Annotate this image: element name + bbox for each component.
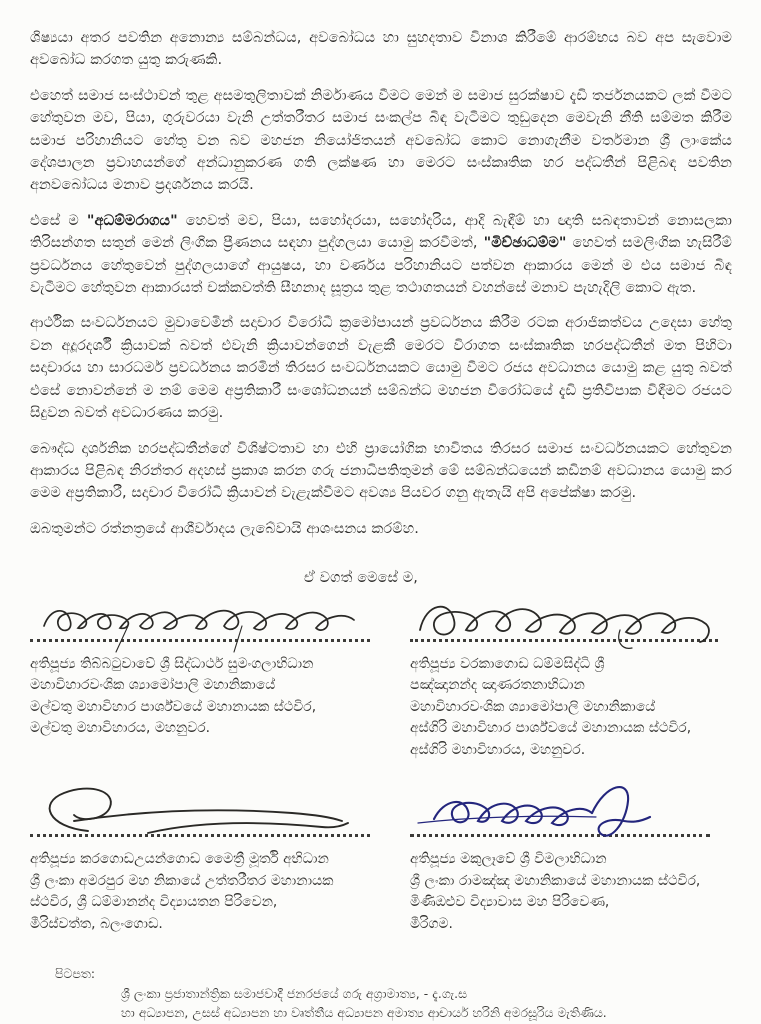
- signatory-name-line: අතිපූජ්‍ය මකුලෑවේ ශ්‍රී විමලාභිධාන: [410, 851, 607, 868]
- signature-area: [410, 598, 732, 650]
- signatory-name-line: ස්ථවිර, ශ්‍රී ධම්මානන්ද විද්‍යායතන පිරිවෙන,: [30, 894, 278, 911]
- signatory-name-line: මල්වතු මහාවිහාරය, මහනුවර.: [30, 720, 211, 737]
- signatory-name-line: අස්ගිරි මහාවිහාරය, මහනුවර.: [410, 741, 586, 758]
- signatory-4-details: [410, 849, 732, 935]
- paragraph-4: ආර්ථික සංවර්ධනයට මුවාවෙමින් සදාචාර විරෝධී ක්‍රමෝපායන් ප්‍රවර්ධනය කිරීම රටක අරාජිකත්වය උදෙසා හේතු වන අදූරදර්ශී ක්‍රියාවක් බවත් එවැනි ක්‍රියාවන්ගෙන් වැළකී මෙරට විරාගත සංස්කෘතික හරපද්ධතීන් මත පිහිටා සදාචාරය හා සාරධර්ම ප්‍රවර්ධනය කරමින් තිරසර සංවර්ධනයකට යොමු වීමට රජය අවධානය යොමු කළ යුතු බවත් එසේ නොවන්නේ ම නම් මෙම අප්‍රතිකාරී සංශෝධනයන් සම්බන්ධ මහජන විරෝධයේ දැඩි ප්‍රතිවිපාක විඳීමට රජයට සිදුවන බවත් අවධාරණය කරමු.: [30, 315, 732, 422]
- handwritten-signature-4: [410, 773, 720, 851]
- signatory-3-details: [30, 849, 410, 935]
- signature-dotted-line: [30, 639, 370, 642]
- signatory-name-line: අතිපූජ්‍ය තිබ්බටුවාවේ ශ්‍රී සිද්ධාර්ථ සුමංගලාභිධාන: [30, 655, 314, 672]
- signatory-2-details: [410, 654, 732, 762]
- signatory-name-line: මහාවිහාරවංශික ශ්‍යාමෝපාලි මහානිකායේ: [410, 698, 656, 715]
- signatory-1-details: [30, 654, 410, 740]
- signatory-name-line: අස්ගිරි මහාවිහාර පාර්ශ්වයේ මහානායක ස්ථවිර,: [410, 720, 692, 737]
- bold-term-adhammaraga: "අධම්මරාගය": [86, 212, 178, 229]
- signatory-name-line: ශ්‍රී ලංකා අමරපුර මහ නිකායේ උත්තරීතර මහානායක: [30, 872, 334, 889]
- copies-line: ශ්‍රී ලංකා ප්‍රජාතාන්ත්‍රික සමාජවාදී ජනරජයේ ගරු අග්‍රාමාත්‍ය, - දැ.ගැ.ස: [121, 986, 468, 1001]
- signature-dotted-line: [30, 834, 370, 837]
- signature-dotted-line: [410, 639, 718, 642]
- handwritten-signature-1: [30, 592, 375, 656]
- signatory-name-line: පඤ්ඤානන්ද ඤාණරතනාභිධාන: [410, 677, 585, 694]
- paragraph-5: බෞද්ධ දාර්ශනික හරපද්ධතීන්ගේ විශිෂ්ටතාව හා එහි ප්‍රායෝගික භාවිතය තිරසර සමාජ සංවර්ධනයකට හේතුවන ආකාරය පිළිබඳ නිරන්තර අදහස් ප්‍රකාශ කරන ගරු ජනාධිපතිතුමන් මේ සම්බන්ධයෙන් කඩිනම් අවධානය යොමු කර මෙම අප්‍රතිකාරී, සදාචාර විරෝධී ක්‍රියාවන් වැළැක්වීමට අවශ්‍ය පියවර ගනු ඇතැයි අපි අපේක්ෂා කරමු.: [30, 440, 732, 502]
- signatory-name-line: අතිපූජ්‍ය කරගොඩඋයන්ගොඩ මෛත්‍රී මූර්ති අභිධාන: [30, 851, 329, 868]
- signature-area: [410, 783, 732, 845]
- signature-block-ramanna: [410, 783, 732, 935]
- paragraph-6: ඔබතුමන්ට රත්නත්‍රයේ ආශීර්වාදය ලැබේවායි ආශංසනය කරම්හ.: [30, 520, 419, 537]
- signature-area: [30, 598, 410, 650]
- signatory-name-line: මීරිස්වත්ත, බලංගොඩ.: [30, 915, 163, 932]
- paragraph-1: ශිෂ්‍යයා අතර පවතින අනොන්‍ය සම්බන්ධය, අවබෝධය හා සුහදතාව විනාශ කිරීමේ ආරම්භය බව අප සැවොම අවබෝධ කරගත යුතු කරුණකි.: [30, 30, 732, 69]
- signatory-name-line: මල්වතු මහාවිහාර පාර්ශ්වයේ මහානායක ස්ථවිර,: [30, 698, 317, 715]
- letter-body: [30, 27, 732, 540]
- signature-area: [30, 783, 410, 845]
- copies-lines: [121, 985, 732, 1024]
- copies-label: පිටපත:: [55, 967, 96, 982]
- signatory-name-line: මීරිගම.: [410, 915, 453, 932]
- signature-block-amarapura: [30, 783, 410, 935]
- handwritten-signature-2: [410, 590, 725, 656]
- paragraph-3-text: හෙවත් සමලිංගික හැසිරීම් ප්‍රවර්ධනය හේතුවෙන් පුද්ගලයාගේ ආයුෂය, හා වර්ණය පරිහානියට පත්වන ආකාරය මෙන් ම එය සමාජ බිඳ වැටීමට හේතුවන ආකාරයත් චක්කවත්ති සීහනාද සූත්‍රය තුළ තථාගතයන් වහන්සේ මනාව පැහැදිලි කොට ඇත.: [30, 235, 732, 297]
- closing-line: ඒ වගත් මෙසේ ම,: [304, 570, 418, 587]
- signatory-name-line: අතිපූජ්‍ය වරකාගොඩ ධම්මසිද්ධි ශ්‍රී: [410, 655, 605, 672]
- signatory-name-line: ශ්‍රී ලංකා රාමඤ්ඤ මහානිකායේ මහානායක ස්ථවිර,: [410, 872, 701, 889]
- handwritten-signature-3: [30, 781, 375, 851]
- signature-block-malwathu: [30, 598, 410, 762]
- paragraph-3: [30, 210, 732, 300]
- copies-line: හා අධ්‍යාපන, උසස් අධ්‍යාපන හා වෘත්තීය අධ්‍යාපන අමාත්‍ය ආචාර්ය හරිනි අමරසූරිය මැතිණිය.: [121, 1006, 607, 1021]
- signature-row-2: [30, 783, 732, 935]
- signature-dotted-line: [410, 834, 710, 837]
- paragraph-3-text: එසේ ම: [30, 212, 87, 229]
- signature-block-asgiriya: [410, 598, 732, 762]
- paragraph-2: එහෙත් සමාජ සංස්ථාවන් තුළ අසමතුලිතාවක් නිර්මාණය වීමට මෙන් ම සමාජ සුරක්ෂාව දැඩි තර්ජනයකට ලක් වීමට හේතුවන මව, පියා, ගුරුවරයා වැනි උත්තරීතර සමාජ සංකල්ප බිඳ වැටීමට තුඩුදෙන මෙවැනි නීති සම්මත කිරීම සමාජ පරිහානියට හේතු වන බව මහජන නියෝජිතයන් අවබෝධ කොට නොගැනීම වර්තමාන ශ්‍රී ලාංකේය දේශපාලන ප්‍රවාහයන්ගේ අන්ධානුකරණ ගති ලක්ෂණ හා මෙරට සංස්කෘතික හර පද්ධතීන් පිළිබඳ පවතින අනවබෝධය මනාව ප්‍රදර්ශනය කරයි.: [30, 87, 732, 194]
- paragraph-3-text: හෙවත් මව, පියා, සහෝදරයා, සහෝදරිය, ආදි බැඳීම් හා ඥාති සබඳතාවන් නොසලකා තිරිසන්ගත සතුන් මෙන් ලිංගික ප්‍රීණනය සඳහා පුද්ගලයා යොමු කරවීමත්,: [30, 212, 732, 252]
- signatory-name-line: මිණිඔළුව විද්‍යාවාස මහ පිරිවෙණ,: [410, 894, 610, 911]
- signatory-name-line: මහාවිහාරවංශික ශ්‍යාමෝපාලි මහානිකායේ: [30, 677, 276, 694]
- copies-footer: [30, 965, 732, 1024]
- signature-row-1: [30, 598, 732, 762]
- bold-term-michchadhamma: "මිච්ඡාධම්ම": [483, 235, 567, 252]
